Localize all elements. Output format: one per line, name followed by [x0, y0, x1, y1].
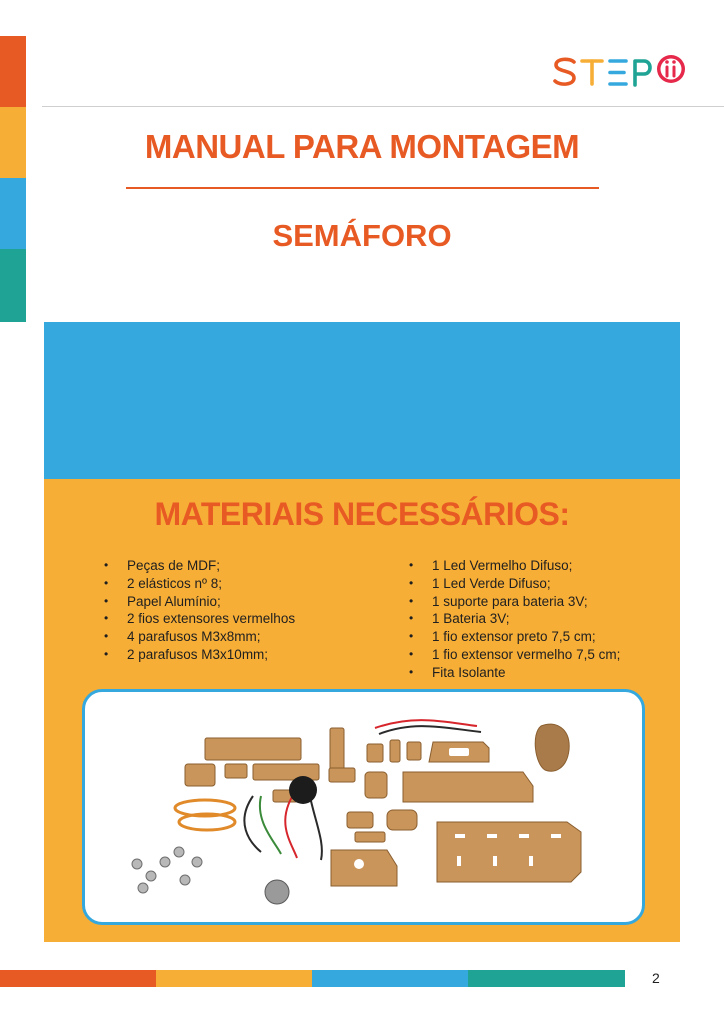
page-title: MANUAL PARA MONTAGEM — [144, 128, 580, 165]
list-item: • 1 Led Vermelho Difuso; — [409, 557, 620, 575]
step-logo — [552, 52, 687, 92]
list-item: • 1 fio extensor preto 7,5 cm; — [409, 628, 620, 646]
list-item: • 1 suporte para bateria 3V; — [409, 593, 620, 611]
blue-banner — [44, 322, 680, 479]
list-item: • Fita Isolante — [409, 664, 620, 682]
materials-list-right — [409, 557, 620, 682]
page-number: 2 — [652, 970, 660, 986]
list-item: • 1 Led Verde Difuso; — [409, 575, 620, 593]
kit-parts-photo — [82, 689, 645, 925]
header-divider — [42, 106, 724, 107]
footer-bar-yellow — [156, 970, 312, 987]
list-item: • 1 fio extensor vermelho 7,5 cm; — [409, 646, 620, 664]
title-underline — [126, 187, 599, 189]
list-item: • 1 Bateria 3V; — [409, 610, 620, 628]
list-item: • Peças de MDF; — [104, 557, 295, 575]
materials-heading: MATERIAIS NECESSÁRIOS: — [154, 496, 570, 532]
list-item: • Papel Alumínio; — [104, 593, 295, 611]
footer-bar-orange — [0, 970, 156, 987]
materials-list-left — [104, 557, 295, 664]
list-item: • 2 fios extensores vermelhos — [104, 610, 295, 628]
list-item: • 4 parafusos M3x8mm; — [104, 628, 295, 646]
side-strip-orange — [0, 36, 26, 107]
side-strip-teal — [0, 249, 26, 322]
list-item: • 2 elásticos nº 8; — [104, 575, 295, 593]
page-subtitle: SEMÁFORO — [272, 218, 452, 253]
list-item: • 2 parafusos M3x10mm; — [104, 646, 295, 664]
footer-bar-teal — [468, 970, 625, 987]
footer-bar-blue — [312, 970, 468, 987]
